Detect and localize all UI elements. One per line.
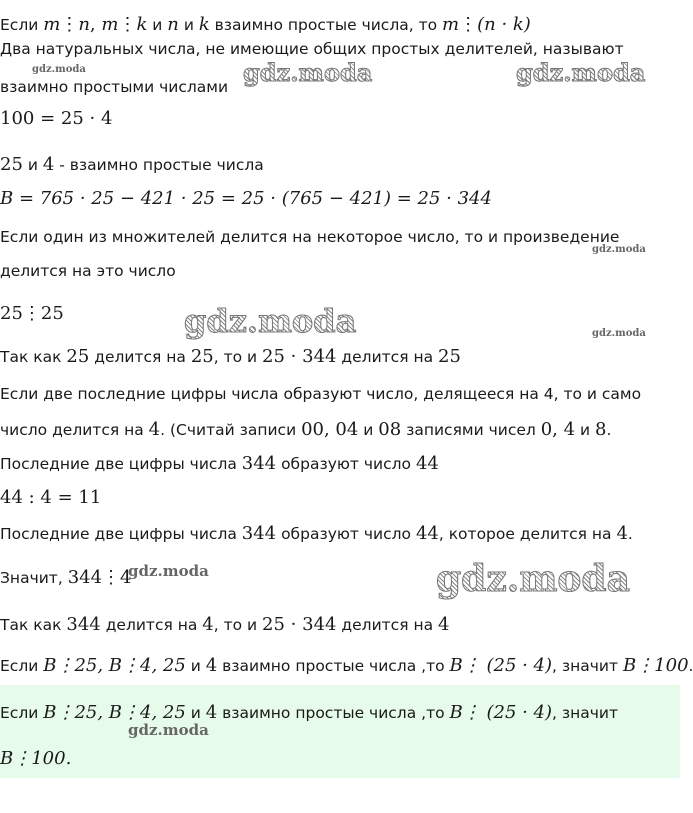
text-line-12: Последние две цифры числа 344 образуют число 44 [0, 453, 439, 474]
text-line-18: Если B⋮25, B⋮4, 25 и 4 взаимно простые числа ,то B⋮ (25 · 4), значит [0, 702, 619, 723]
watermark-large: gdz.moda [436, 558, 630, 600]
text-line-10: Если две последние цифры числа образуют число, делящееся на 4, то и само [0, 385, 642, 403]
text-line-0: Если m⋮n, m⋮k и n и k взаимно простые числа, то m⋮(n · k) [0, 14, 531, 35]
text-line-7: делится на это число [0, 262, 176, 280]
math-line-3: 100 = 25 · 4 [0, 108, 113, 129]
highlighted-conclusion-box [0, 685, 680, 778]
text-line-16: Так как 344 делится на 4, то и 25 · 344 делится на 4 [0, 614, 450, 635]
math-line-8: 25⋮25 [0, 303, 64, 324]
text-line-11: число делится на 4. (Считай записи 00, 04 и 08 записями чисел 0, 4 и 8. [0, 419, 612, 440]
watermark-medium: gdz.moda [243, 58, 373, 87]
watermark-medium: gdz.moda [516, 58, 646, 87]
math-line-5: B = 765 · 25 − 421 · 25 = 25 · (765 − 421) = 25 · 344 [0, 188, 492, 209]
text-line-9: Так как 25 делится на 25, то и 25 · 344 делится на 25 [0, 346, 461, 367]
watermark-large: gdz.moda [184, 302, 357, 340]
watermark-small: gdz.moda [128, 562, 209, 580]
math-line-19: B⋮100. [0, 748, 72, 769]
watermark-small: gdz.moda [128, 721, 209, 739]
text-line-1: Два натуральных числа, не имеющие общих простых делителей, называют [0, 40, 624, 58]
text-line-14: Последние две цифры числа 344 образуют число 44, которое делится на 4. [0, 523, 633, 544]
text-line-2: взаимно простыми числами [0, 78, 229, 96]
math-line-13: 44 : 4 = 11 [0, 487, 102, 508]
text-line-15: Значит, 344⋮4 [0, 567, 132, 588]
watermark-small: gdz.moda [32, 64, 86, 75]
text-line-4: 25 и 4 - взаимно простые числа [0, 154, 264, 175]
text-line-17: Если B⋮25, B⋮4, 25 и 4 взаимно простые числа ,то B⋮ (25 · 4), значит B⋮100. [0, 655, 693, 676]
watermark-small: gdz.moda [592, 244, 646, 255]
watermark-small: gdz.moda [592, 328, 646, 339]
text-line-6: Если один из множителей делится на некоторое число, то и произведение [0, 228, 620, 246]
clipped-top-line-container [0, 0, 680, 36]
